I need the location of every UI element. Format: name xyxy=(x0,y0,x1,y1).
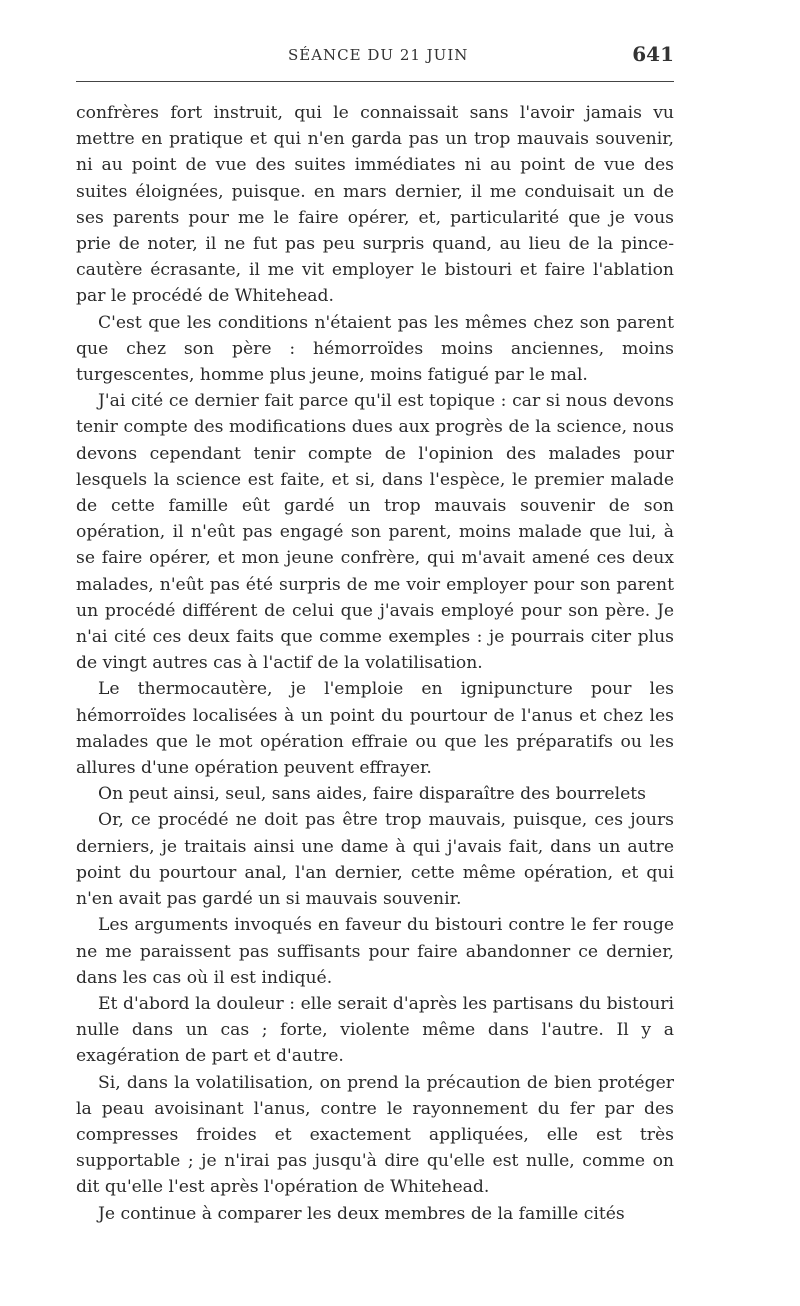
body-text xyxy=(76,100,674,1227)
paragraph: confrères fort instruit, qui le connaissait sans l'avoir jamais vu mettre en pratique et qui n'en garda pas un trop mauvais souvenir, ni au point de vue des suites immédiates ni au point de vue des suites éloignées, puisque. en mars dernier, il me conduisait un de ses parents pour me le faire opérer, et, particularité que je vous prie de noter, il ne fut pas peu surpris quand, au lieu de la pince-cautère écrasante, il me vit employer le bistouri et faire l'ablation par le procédé de Whitehead. xyxy=(76,103,674,307)
paragraph: On peut ainsi, seul, sans aides, faire disparaître des bourrelets xyxy=(98,784,646,805)
paragraph: Et d'abord la douleur : elle serait d'après les partisans du bistouri nulle dans un cas ; forte, violente même dans l'autre. Il y a exagération de part et d'autre. xyxy=(76,993,674,1067)
header-rule xyxy=(76,81,674,82)
paragraph: Si, dans la volatilisation, on prend la précaution de bien protéger la peau avoisinant l'anus, contre le rayonnement du fer par des compresses froides et exactement appliquées, elle est très supportable ; je n'irai pas jusqu'à dire qu'elle est nulle, comme on dit qu'elle l'est après l'opération de Whitehead. xyxy=(76,1072,674,1198)
page-header xyxy=(76,42,674,76)
paragraph: C'est que les conditions n'étaient pas les mêmes chez son parent que chez son père : hémorroïdes moins anciennes, moins turgescentes, homme plus jeune, moins fatigué par le mal. xyxy=(76,312,674,386)
paragraph: Or, ce procédé ne doit pas être trop mauvais, puisque, ces jours derniers, je traitais ainsi une dame à qui j'avais fait, dans un autre point du pourtour anal, l'an dernier, cette même opération, et qui n'en avait pas gardé un si mauvais souvenir. xyxy=(76,810,674,910)
paragraph: Je continue à comparer les deux membres de la famille cités xyxy=(98,1203,625,1224)
page-number: 641 xyxy=(632,42,674,66)
paragraph: Les arguments invoqués en faveur du bistouri contre le fer rouge ne me paraissent pas suffisants pour faire abandonner ce dernier, dans les cas où il est indiqué. xyxy=(76,915,674,988)
paragraph: Le thermocautère, je l'emploie en ignipuncture pour les hémorroïdes localisées à un point du pourtour de l'anus et chez les malades que le mot opération effraie ou que les préparatifs ou les allures d'une opération peuvent effrayer. xyxy=(76,679,674,779)
running-head: SÉANCE DU 21 JUIN xyxy=(288,46,469,64)
paragraph: J'ai cité ce dernier fait parce qu'il est topique : car si nous devons tenir compte des modifications dues aux progrès de la science, nous devons cependant tenir compte de l'opinion des malades pour lesquels la science est faite, et si, dans l'espèce, le premier malade de cette famille eût gardé un trop mauvais souvenir de son opération, il n'eût pas engagé son parent, moins malade que lui, à se faire opérer, et mon jeune confrère, qui m'avait amené ces deux malades, n'eût pas été surpris de me voir employer pour son parent un procédé différent de celui que j'avais employé pour son père. Je n'ai cité ces deux faits que comme exemples : je pourrais citer plus de vingt autres cas à l'actif de la volatilisation. xyxy=(76,391,674,674)
